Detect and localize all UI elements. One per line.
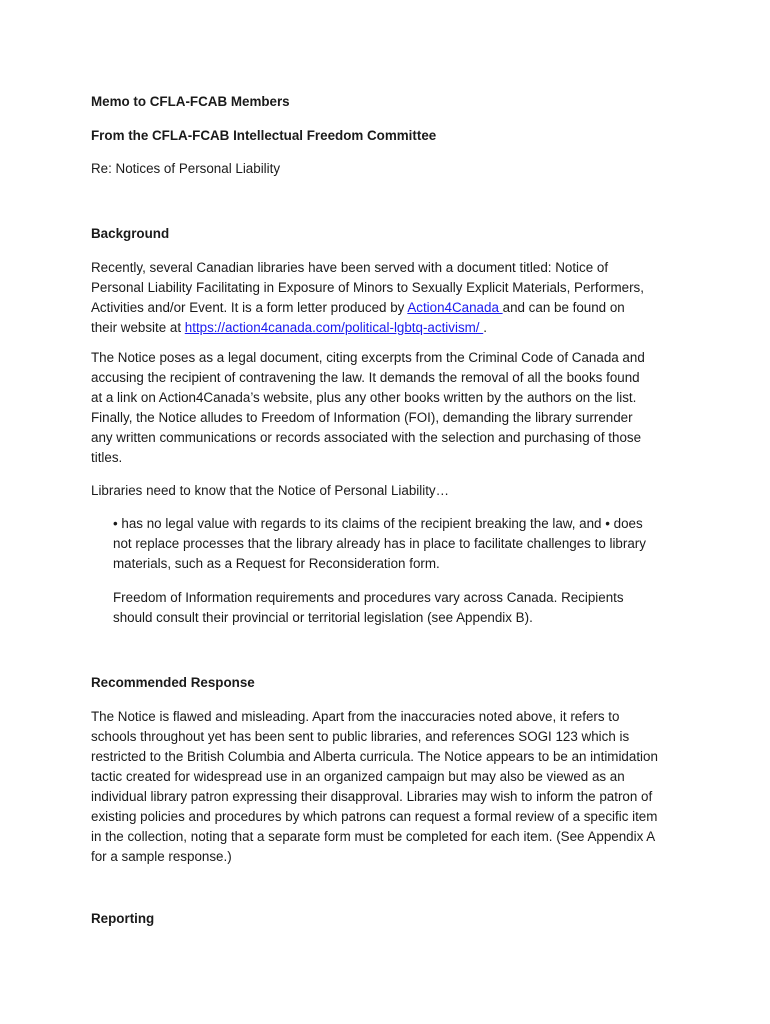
memo-re: Re: Notices of Personal Liability xyxy=(91,161,281,176)
text-line: individual library patron expressing their disapproval. Libraries may wish to inform the patron of xyxy=(91,789,653,804)
bullet-line: materials, such as a Request for Reconsideration form. xyxy=(113,556,440,571)
text-line: Freedom of Information requirements and procedures vary across Canada. Recipients xyxy=(113,590,624,605)
website-link[interactable]: https://action4canada.com/political-lgbtq-activism/ xyxy=(184,320,484,335)
text-line: The Notice is flawed and misleading. Apart from the inaccuracies noted above, it refers to xyxy=(91,709,620,724)
bullet-line: • has no legal value with regards to its claims of the recipient breaking the law, and • does xyxy=(113,516,643,531)
text-line: titles. xyxy=(91,450,123,465)
text: and can be found on xyxy=(502,300,625,315)
text-line: accusing the recipient of contravening the law. It demands the removal of all the books found xyxy=(91,370,640,385)
text-line: restricted to the British Columbia and Alberta curricula. The Notice appears to be an intimidation xyxy=(91,749,658,764)
recommended-heading: Recommended Response xyxy=(91,675,255,690)
memo-from: From the CFLA-FCAB Intellectual Freedom Committee xyxy=(91,128,437,143)
memo-to: Memo to CFLA-FCAB Members xyxy=(91,94,290,109)
text: their website at xyxy=(91,320,185,335)
text: Activities and/or Event. It is a form letter produced by xyxy=(91,300,408,315)
text-line: Personal Liability Facilitating in Exposure of Minors to Sexually Explicit Materials, Performers, xyxy=(91,280,644,295)
text-line: at a link on Action4Canada’s website, plus any other books written by the authors on the list. xyxy=(91,390,637,405)
text-line xyxy=(91,300,625,316)
text-line: Libraries need to know that the Notice of Personal Liability… xyxy=(91,483,450,498)
text-line: schools throughout yet has been sent to public libraries, and references SOGI 123 which is xyxy=(91,729,630,744)
text-line: tactic created for widespread use in an organized campaign but may also be viewed as an xyxy=(91,769,625,784)
text-line xyxy=(91,320,487,336)
text-line: Recently, several Canadian libraries have been served with a document titled: Notice of xyxy=(91,260,609,275)
text-line: The Notice poses as a legal document, citing excerpts from the Criminal Code of Canada and xyxy=(91,350,645,365)
text-line: Finally, the Notice alludes to Freedom of Information (FOI), demanding the library surrender xyxy=(91,410,633,425)
text-line: in the collection, noting that a separate form must be completed for each item. (See Appendix A xyxy=(91,829,656,844)
bullet-line: not replace processes that the library already has in place to facilitate challenges to library xyxy=(113,536,646,551)
text-line: any written communications or records associated with the selection and purchasing of those xyxy=(91,430,642,445)
text-line: existing policies and procedures by which patrons can request a formal review of a specific item xyxy=(91,809,658,824)
action4canada-link[interactable]: Action4Canada xyxy=(407,300,503,315)
reporting-heading: Reporting xyxy=(91,911,155,926)
text: . xyxy=(483,320,487,335)
text-line: should consult their provincial or territorial legislation (see Appendix B). xyxy=(113,610,533,625)
text-line: for a sample response.) xyxy=(91,849,232,864)
background-heading: Background xyxy=(91,226,170,241)
